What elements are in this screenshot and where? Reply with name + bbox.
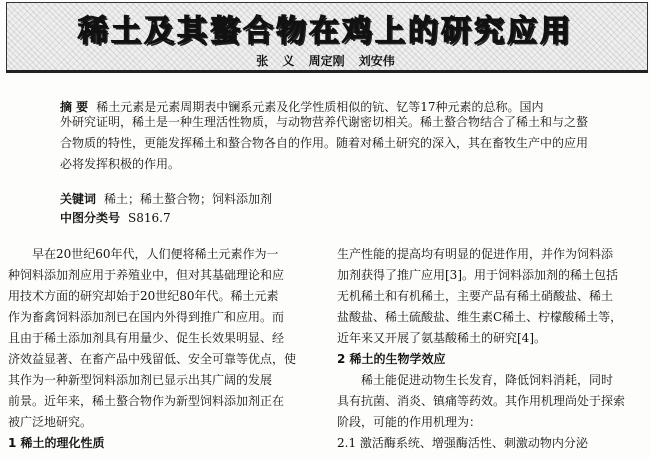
article-title: 稀土及其螯合物在鸡上的研究应用 xyxy=(78,14,573,49)
subsection-heading-2-1: 2.1 激活酶系统、增强酶活性、刺激动物内分泌 xyxy=(337,436,588,450)
body-line: 种饲料添加剂应用于养殖业中，但对其基础理论和应 xyxy=(8,268,285,282)
classification-value: S816.7 xyxy=(128,211,171,225)
body-line: 生产性能的提高均有明显的促进作用，并作为饲料添 xyxy=(337,247,614,261)
keywords-label: 关键词 xyxy=(60,192,97,206)
body-line: 用技术方面的研究却始于20世纪80年代。稀土元素 xyxy=(8,289,279,303)
abstract-text-line: 外研究证明，稀土是一种生理活性物质，与动物营养代谢密切相关。稀土螯合物结合了稀土和与之螯 xyxy=(60,115,589,129)
keywords-value: 稀土；稀土螯合物；饲料添加剂 xyxy=(104,192,273,206)
body-line: 被广泛地研究。 xyxy=(8,415,93,429)
body-line: 阶段，可能的作用机理为： xyxy=(337,415,482,429)
body-line: 且由于稀土添加剂具有用量少、促生长效果明显、经 xyxy=(8,331,285,345)
body-line: 其作为一种新型饲料添加剂已显示出其广阔的发展 xyxy=(8,373,273,387)
abstract-text-line: 必将发挥积极的作用。 xyxy=(60,157,181,171)
body-line: 前景。近年来，稀土螯合物作为新型饲料添加剂正在 xyxy=(8,394,285,408)
keywords xyxy=(60,190,272,207)
abstract-body xyxy=(60,114,640,172)
right-column xyxy=(337,244,647,454)
abstract-text-line: 合物质的特性，更能发挥稀土和螯合物各自的作用。随着对稀土研究的深入，其在畜牧生产中的应用 xyxy=(60,136,589,150)
abstract-label: 摘 要 xyxy=(60,100,89,114)
section-heading-1: 1 稀土的理化性质 xyxy=(8,436,105,450)
body-line: 加剂获得了推广应用[3]。用于饲料添加剂的稀土包括 xyxy=(337,268,619,282)
body-line: 无机稀土和有机稀土，主要产品有稀土硝酸盐、稀土 xyxy=(337,289,614,303)
body-line: 盐酸盐、稀土硫酸盐、维生素C稀土、柠檬酸稀土等， xyxy=(337,310,623,324)
classification-label: 中图分类号 xyxy=(60,211,121,225)
abstract-first-line xyxy=(60,98,543,115)
body-line: 具有抗菌、消炎、镇痛等药效。其作用机理尚处于探索 xyxy=(337,394,626,408)
body-line: 作为畜禽饲料添加剂已在国内外得到推广和应用。而 xyxy=(8,310,285,324)
classification-number xyxy=(60,209,171,226)
section-heading-2: 2 稀土的生物学效应 xyxy=(337,352,446,366)
abstract-text-line: 稀土元素是元素周期表中镧系元素及化学性质相似的钪、钇等17种元素的总称。国内 xyxy=(96,100,544,114)
body-line: 早在20世纪60年代，人们便将稀土元素作为一 xyxy=(32,247,279,261)
body-line: 济效益显著、在畜产品中残留低、安全可靠等优点，使 xyxy=(8,352,297,366)
author-list: 张 义 周定刚 刘安伟 xyxy=(256,54,395,68)
body-line: 近年来又开展了氨基酸稀土的研究[4]。 xyxy=(337,331,546,345)
left-column xyxy=(8,244,320,454)
body-line: 稀土能促进动物生长发育，降低饲料消耗，同时 xyxy=(361,373,614,387)
banner-rule xyxy=(6,70,648,73)
